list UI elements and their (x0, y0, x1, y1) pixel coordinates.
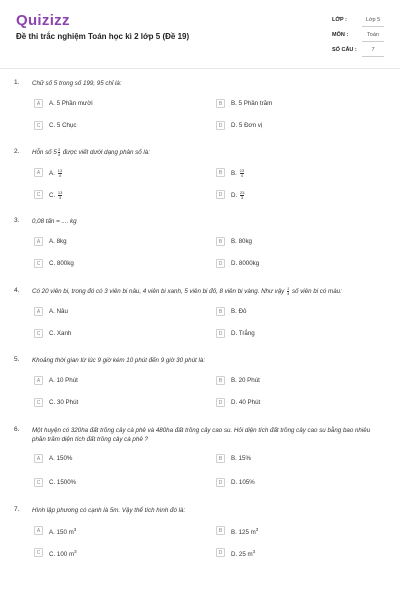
option-text (49, 191, 63, 200)
meta-value-subject: Toán (367, 32, 379, 38)
option-label: A. 150 m (49, 529, 74, 537)
option-letter-box[interactable]: A (34, 237, 43, 246)
option-label: A. 10 Phút (49, 377, 78, 384)
header-divider (0, 68, 400, 69)
fraction (58, 148, 60, 157)
question-text: Một huyện có 320ha đất trồng cây cà phê và 480ha đất trồng cây cao su. Hỏi diện tích đất trồng cây cao su bằng bao nhiêu phần trăm diện tích đất trồng cây cà phê ? (32, 427, 371, 443)
option-letter-box[interactable]: A (34, 526, 43, 535)
option-text (231, 122, 262, 129)
question-text-part: Hỗn số 5 (32, 149, 57, 157)
fraction-denominator: 3 (241, 195, 244, 200)
option-label: B. 125 m (231, 529, 256, 537)
option-letter-box[interactable]: D (216, 259, 225, 268)
option-text (49, 527, 76, 536)
option-letter-box[interactable]: C (34, 121, 43, 130)
meta-underline (362, 56, 384, 57)
option-text (231, 330, 255, 337)
option-letter-box[interactable]: A (34, 307, 43, 316)
option-text (231, 100, 272, 107)
fraction-denominator: 4 (58, 173, 61, 178)
option-letter-box[interactable]: D (216, 478, 225, 487)
worksheet-header (0, 0, 400, 68)
option-text (49, 238, 67, 245)
fraction-denominator: 4 (240, 173, 243, 178)
question-text-part: được viết dưới dạng phân số là: (61, 149, 150, 157)
question-number: 3. (14, 217, 20, 224)
option-label: D. 25 m (231, 551, 253, 559)
option-text (231, 260, 259, 267)
option-text (49, 399, 78, 406)
option-text (49, 549, 77, 558)
option-label: B. 20 Phút (231, 377, 260, 384)
option-label: D. 8000kg (231, 260, 260, 267)
fraction-numerator: 3 (57, 147, 60, 152)
meta-label-count: SỐ CÂU : (332, 47, 357, 53)
question-text: Hình lập phương có cạnh là 5m. Vậy thể tích hình đó là: (32, 507, 186, 514)
option-label: C. 100 m (49, 551, 75, 559)
option-text (49, 260, 74, 267)
option-text (231, 479, 255, 486)
option-label: D. 105% (231, 479, 255, 486)
fraction (287, 287, 289, 296)
question-number: 7. (14, 506, 20, 513)
option-label: C. Xanh (49, 330, 72, 337)
option-label: C. 5 Chục (49, 122, 77, 129)
option-letter-box[interactable]: D (216, 190, 225, 199)
option-letter-box[interactable]: A (34, 454, 43, 463)
meta-underline (362, 41, 384, 42)
question-text: Chữ số 5 trong số 199, 95 chỉ là: (32, 80, 122, 87)
option-letter-box[interactable]: C (34, 190, 43, 199)
option-letter-box[interactable]: B (216, 168, 225, 177)
question-text: 0,08 tấn = .... kg (32, 218, 77, 225)
option-label: A. 5 Phần mười (49, 100, 93, 107)
option-letter-box[interactable]: A (34, 99, 43, 108)
unit-exponent: 3 (255, 527, 259, 532)
option-letter-box[interactable]: C (34, 478, 43, 487)
meta-label-class: LỚP : (332, 17, 347, 23)
question-text-part: số viên bi có màu: (290, 288, 342, 296)
question-number: 1. (14, 79, 20, 86)
meta-underline (362, 26, 384, 27)
fraction-numerator: 23 (239, 168, 245, 173)
option-label: D. (231, 192, 238, 200)
option-text (49, 455, 72, 462)
option-label: C. (49, 192, 56, 200)
option-label: A. Nâu (49, 308, 68, 315)
option-label: A. (49, 170, 55, 178)
fraction (240, 169, 244, 178)
option-text (231, 169, 245, 178)
question-number: 6. (14, 426, 20, 433)
option-letter-box[interactable]: B (216, 99, 225, 108)
meta-value-count: 7 (371, 47, 375, 53)
fraction-denominator: 4 (286, 291, 290, 296)
option-text (231, 527, 258, 536)
option-text (231, 399, 260, 406)
fraction-denominator: 4 (57, 152, 60, 157)
question-text-part: Có 20 viên bi, trong đó có 3 viên bi nâu, 4 viên bi xanh, 5 viên bi đỏ, 8 viên bi vàng. Như vậy (32, 288, 286, 296)
option-label: D. Trắng (231, 330, 255, 337)
option-letter-box[interactable]: B (216, 454, 225, 463)
question-number: 4. (14, 287, 20, 294)
option-letter-box[interactable]: B (216, 376, 225, 385)
question-text: Khoảng thời gian từ lúc 9 giờ kém 10 phút đến 9 giờ 30 phút là: (32, 357, 206, 364)
question-number: 2. (14, 148, 20, 155)
option-text (231, 308, 246, 315)
option-letter-box[interactable]: C (34, 329, 43, 338)
option-letter-box[interactable]: B (216, 237, 225, 246)
option-label: A. 150% (49, 455, 73, 462)
option-letter-box[interactable]: B (216, 526, 225, 535)
option-letter-box[interactable]: D (216, 398, 225, 407)
question-text (32, 148, 382, 157)
option-text (231, 549, 255, 558)
option-text (49, 308, 68, 315)
option-label: B. 15% (231, 455, 251, 462)
option-text (49, 330, 71, 337)
option-label: C. 1500% (49, 479, 77, 486)
option-label: C. 800kg (49, 260, 74, 267)
option-label: A. 8kg (49, 238, 67, 245)
option-label: D. 5 Đơn vị (231, 122, 263, 129)
option-text (49, 479, 76, 486)
option-letter-box[interactable]: C (34, 398, 43, 407)
fraction (240, 191, 244, 200)
unit-exponent: 3 (252, 549, 256, 554)
fraction (58, 169, 62, 178)
option-letter-box[interactable]: A (34, 168, 43, 177)
option-label: B. Đỏ (231, 308, 247, 315)
option-letter-box[interactable]: D (216, 548, 225, 557)
option-letter-box[interactable]: A (34, 376, 43, 385)
fraction-numerator: 23 (239, 190, 245, 195)
fraction-denominator: 3 (59, 195, 62, 200)
option-letter-box[interactable]: C (34, 259, 43, 268)
question-text (32, 287, 382, 296)
option-label: B. 5 Phần trăm (231, 100, 273, 107)
option-text (49, 169, 63, 178)
unit-exponent: 3 (73, 527, 77, 532)
option-label: C. 30 Phút (49, 399, 79, 406)
meta-value-class: Lớp 5 (365, 17, 381, 23)
option-text (231, 238, 252, 245)
fraction (58, 191, 62, 200)
option-text (49, 100, 93, 107)
question-number: 5. (14, 356, 20, 363)
option-letter-box[interactable]: C (34, 548, 43, 557)
meta-label-subject: MÔN : (332, 32, 349, 38)
unit-exponent: 3 (74, 549, 77, 554)
option-text (231, 377, 260, 384)
option-text (231, 191, 245, 200)
quizizz-logo: Quizizz (16, 12, 70, 29)
option-text (231, 455, 251, 462)
fraction-numerator: 13 (57, 168, 63, 173)
option-letter-box[interactable]: D (216, 121, 225, 130)
fraction-numerator: 13 (57, 190, 63, 195)
worksheet-title: Đề thi trắc nghiệm Toán học kì 2 lớp 5 (Đề 19) (16, 32, 190, 41)
option-label: D. 40 Phút (231, 399, 261, 406)
option-label: B. (231, 170, 237, 178)
option-text (49, 122, 77, 129)
option-label: B. 80kg (231, 238, 252, 245)
option-letter-box[interactable]: B (216, 307, 225, 316)
option-letter-box[interactable]: D (216, 329, 225, 338)
fraction-numerator: 1 (286, 286, 290, 291)
option-text (49, 377, 78, 384)
